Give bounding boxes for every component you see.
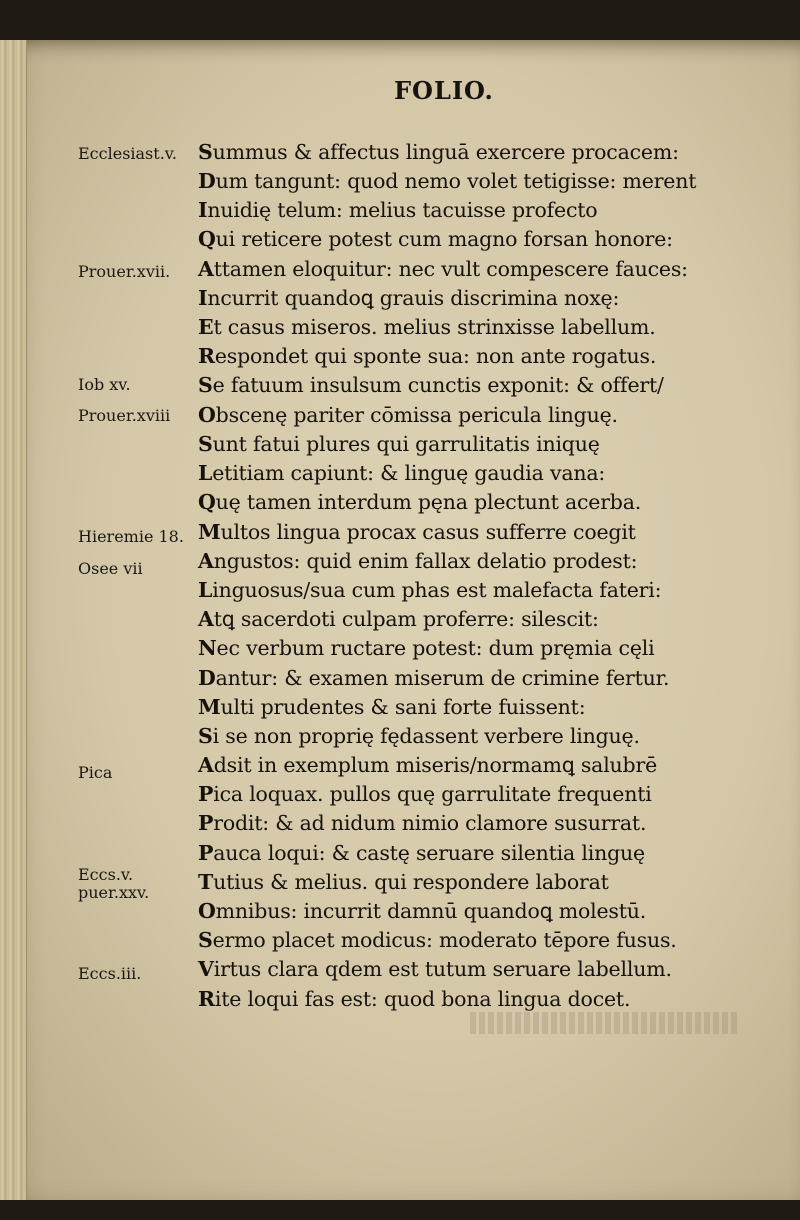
verse-line: Prodit: & ad nidum nimio clamore susurrat. xyxy=(198,811,647,835)
verse-line: Linguosus/sua cum phas est malefacta fateri: xyxy=(198,578,662,602)
verse-line: Obscenę pariter cōmissa pericula linguę. xyxy=(198,403,618,427)
margin-note: Eccs.v. xyxy=(78,865,134,884)
verse-line: Adsit in exemplum miseris/normamꝗ salubrē xyxy=(198,753,658,777)
verse-line: Virtus clara qdem est tutum seruare labellum. xyxy=(198,957,672,981)
verse-line: Multos lingua procax casus sufferre coegit xyxy=(198,520,636,544)
verse-line: Letitiam capiunt: & linguę gaudia vana: xyxy=(198,461,606,485)
margin-note: Prouer.xviii xyxy=(78,406,171,425)
verse-line: Et casus miseros. melius strinxisse labellum. xyxy=(198,315,656,339)
verse-line: Se fatuum insulsum cunctis exponit: & offert/ xyxy=(198,373,664,397)
verse-line: Attamen eloquitur: nec vult compescere fauces: xyxy=(198,257,688,281)
verse-line: Atꝗ sacerdoti culpam proferre: silescit: xyxy=(198,607,599,631)
margin-note: Prouer.xvii. xyxy=(78,262,171,281)
verse-line: Sunt fatui plures qui garrulitatis iniquę xyxy=(198,432,600,456)
verse-line: Si se non proprię fędassent verbere linguę. xyxy=(198,724,640,748)
margin-note: Eccs.iii. xyxy=(78,964,142,983)
verse-line: Qui reticere potest cum magno forsan honore: xyxy=(198,227,673,251)
verse-line: Sermo placet modicus: moderato tēpore fusus. xyxy=(198,928,677,952)
margin-note: Pica xyxy=(78,763,113,782)
verse-line: Summus & affectus linguā exercere procacem: xyxy=(198,140,679,164)
verse-line: Nec verbum ructare potest: dum pręmia cęli xyxy=(198,636,655,660)
verse-line: Dantur: & examen miserum de crimine fertur. xyxy=(198,666,670,690)
verse-line: Tutius & melius. qui respondere laborat xyxy=(198,870,609,894)
ink-show-through xyxy=(470,1012,740,1034)
margin-note: Iob xv. xyxy=(78,375,131,394)
verse-line: Dum tangunt: quod nemo volet tetigisse: merent xyxy=(198,169,697,193)
margin-note: Hieremie 18. xyxy=(78,527,184,546)
verse-line: Inuidię telum: melius tacuisse profecto xyxy=(198,198,598,222)
verse-line: Multi prudentes & sani forte fuissent: xyxy=(198,695,586,719)
verse-line: Pica loquax. pullos quę garrulitate frequenti xyxy=(198,782,652,806)
margin-note: Osee vii xyxy=(78,559,143,578)
verse-line: Angustos: quid enim fallax delatio prodest: xyxy=(198,549,638,573)
margin-note: Ecclesiast.v. xyxy=(78,144,178,163)
verse-line: Pauca loqui: & castę seruare silentia linguę xyxy=(198,841,645,865)
verse-line: Respondet qui sponte sua: non ante rogatus. xyxy=(198,344,657,368)
verse-line: Rite loqui fas est: quod bona lingua docet. xyxy=(198,987,631,1011)
verse-line: Omnibus: incurrit damnū quandoꝗ molestū. xyxy=(198,899,647,923)
margin-note: puer.xxv. xyxy=(78,883,150,902)
page-edge-gutter xyxy=(0,40,27,1200)
verse-line: Quę tamen interdum pęna plectunt acerba. xyxy=(198,490,642,514)
running-header-folio: FOLIO. xyxy=(394,76,494,105)
verse-line: Incurrit quandoꝗ grauis discrimina noxę: xyxy=(198,286,620,310)
